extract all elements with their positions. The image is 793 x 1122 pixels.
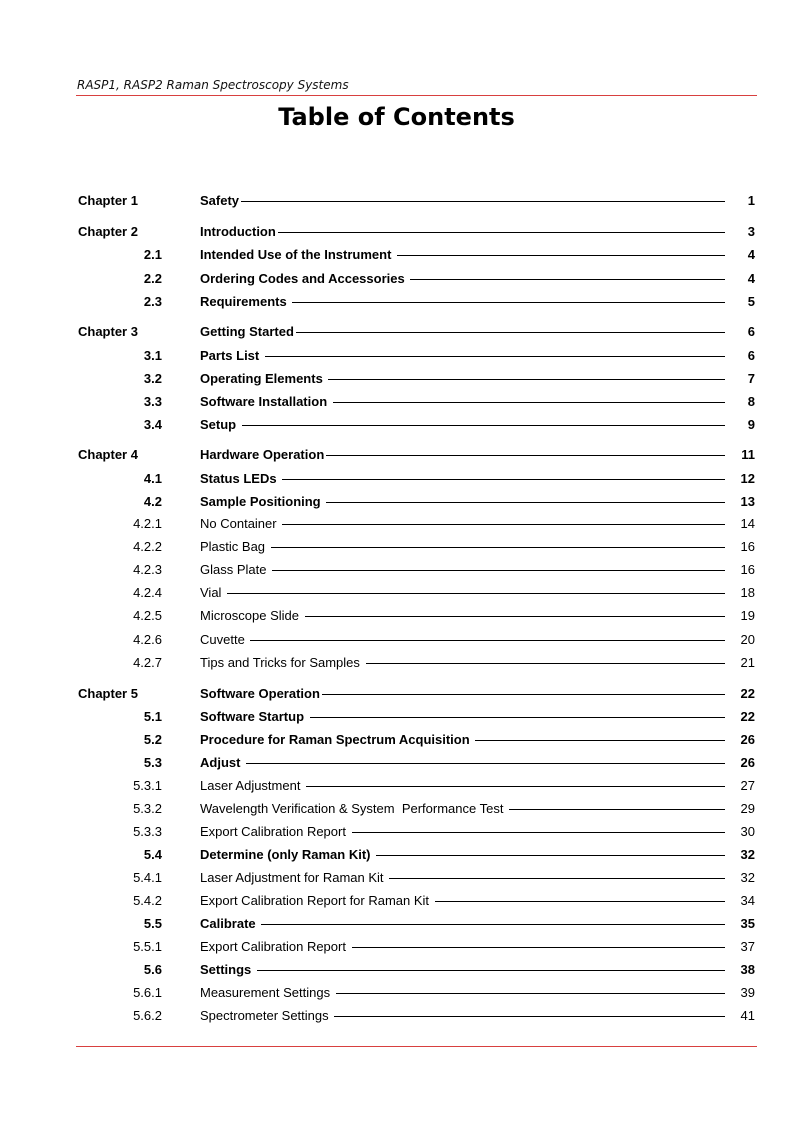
toc-entry-title: Measurement Settings — [200, 985, 334, 1000]
dot-leader — [265, 356, 725, 357]
toc-entry-title: Procedure for Raman Spectrum Acquisition — [200, 732, 474, 747]
toc-entry-number: 5.4 — [143, 847, 162, 862]
toc-entry-title: Getting Started — [200, 324, 294, 339]
toc-entry-title: Safety — [200, 193, 240, 208]
dot-leader — [326, 502, 725, 503]
dot-leader — [306, 786, 725, 787]
dot-leader — [250, 640, 725, 641]
toc-entry-title: Export Calibration Report — [200, 939, 350, 954]
dot-leader — [397, 255, 725, 256]
toc-entry-page: 9 — [747, 417, 755, 432]
toc-entry[interactable] — [78, 983, 755, 1003]
toc-entry-title: Cuvette — [200, 632, 249, 647]
toc-entry-page: 5 — [747, 294, 755, 309]
dot-leader — [305, 616, 725, 617]
dot-leader — [246, 763, 725, 764]
header-rule — [76, 95, 757, 96]
toc-entry-page: 27 — [740, 778, 755, 793]
toc-entry-number: 4.2.1 — [133, 516, 162, 531]
toc-entry-number: Chapter 5 — [78, 686, 138, 701]
toc-entry-page: 7 — [747, 371, 755, 386]
toc-entry-page: 11 — [741, 447, 755, 462]
toc-entry-page: 29 — [740, 801, 755, 816]
toc-entry[interactable] — [78, 469, 755, 489]
toc-entry-page: 8 — [747, 394, 755, 409]
dot-leader — [271, 547, 725, 548]
toc-entry-page: 38 — [740, 962, 755, 977]
toc-entry-page: 26 — [740, 732, 755, 747]
toc-entry[interactable] — [78, 799, 755, 819]
toc-entry-page: 34 — [740, 893, 755, 908]
toc-entry[interactable] — [78, 346, 755, 366]
dot-leader — [352, 832, 725, 833]
toc-entry-title: Introduction — [200, 224, 276, 239]
toc-entry-number: 5.5 — [143, 916, 162, 931]
toc-entry-title: Laser Adjustment for Raman Kit — [200, 870, 388, 885]
toc-entry-number: 2.3 — [143, 294, 162, 309]
toc-entry-number: 4.2.4 — [133, 585, 162, 600]
toc-entry[interactable] — [78, 822, 755, 842]
toc-entry-number: 5.6.1 — [133, 985, 162, 1000]
dot-leader — [227, 593, 725, 594]
toc-entry[interactable] — [78, 1006, 755, 1026]
toc-entry-page: 30 — [740, 824, 755, 839]
toc-entry-number: 5.6 — [143, 962, 162, 977]
toc-entry-title: Settings — [200, 962, 255, 977]
toc-entry-title: Software Operation — [200, 686, 320, 701]
dot-leader — [322, 694, 725, 695]
toc-entry[interactable] — [78, 191, 755, 211]
dot-leader — [292, 302, 725, 303]
toc-entry[interactable] — [78, 653, 755, 673]
toc-entry-number: 5.4.2 — [133, 893, 162, 908]
toc-entry-title: Parts List — [200, 348, 263, 363]
dot-leader — [328, 379, 725, 380]
toc-entry[interactable] — [78, 960, 755, 980]
toc-entry-page: 4 — [747, 271, 755, 286]
toc-entry[interactable] — [78, 245, 755, 265]
dot-leader — [310, 717, 725, 718]
toc-entry-page: 26 — [740, 755, 755, 770]
toc-entry-title: Glass Plate — [200, 562, 271, 577]
toc-entry-title: Ordering Codes and Accessories — [200, 271, 409, 286]
dot-leader — [241, 201, 725, 202]
toc-entry-page: 4 — [747, 247, 755, 262]
dot-leader — [278, 232, 725, 233]
toc-entry-page: 6 — [747, 348, 755, 363]
toc-entry-title: Sample Positioning — [200, 494, 325, 509]
toc-entry[interactable] — [78, 269, 755, 289]
toc-entry-page: 16 — [740, 562, 755, 577]
toc-entry-title: Software Installation — [200, 394, 331, 409]
toc-entry-title: Wavelength Verification & System Performance Test — [200, 801, 508, 816]
dot-leader — [261, 924, 725, 925]
toc-entry-number: 4.2.5 — [133, 608, 162, 623]
toc-entry[interactable] — [78, 937, 755, 957]
toc-entry[interactable] — [78, 222, 755, 242]
footer-rule — [76, 1046, 757, 1047]
dot-leader — [352, 947, 725, 948]
toc-entry[interactable] — [78, 514, 755, 534]
toc-entry-number: 3.3 — [143, 394, 162, 409]
toc-entry[interactable] — [78, 776, 755, 796]
toc-entry[interactable] — [78, 753, 755, 773]
toc-entry-number: Chapter 1 — [78, 193, 138, 208]
toc-entry-title: Software Startup — [200, 709, 308, 724]
toc-entry[interactable] — [78, 415, 755, 435]
toc-entry[interactable] — [78, 537, 755, 557]
toc-entry-page: 1 — [747, 193, 755, 208]
toc-entry[interactable] — [78, 369, 755, 389]
toc-entry-page: 32 — [740, 847, 755, 862]
toc-entry-page: 3 — [747, 224, 755, 239]
toc-entry-title: Intended Use of the Instrument — [200, 247, 396, 262]
running-header: RASP1, RASP2 Raman Spectroscopy Systems — [77, 78, 349, 92]
dot-leader — [366, 663, 725, 664]
toc-entry[interactable] — [78, 560, 755, 580]
toc-entry-number: 3.4 — [143, 417, 162, 432]
toc-entry-number: 5.4.1 — [133, 870, 162, 885]
toc-entry[interactable] — [78, 392, 755, 412]
toc-entry-page: 37 — [740, 939, 755, 954]
dot-leader — [376, 855, 725, 856]
toc-entry-title: Requirements — [200, 294, 291, 309]
toc-entry-title: Vial — [200, 585, 226, 600]
toc-entry[interactable] — [78, 914, 755, 934]
toc-entry-page: 16 — [740, 539, 755, 554]
toc-entry-page: 6 — [747, 324, 755, 339]
toc-entry-number: 4.2.7 — [133, 655, 162, 670]
toc-entry-title: No Container — [200, 516, 281, 531]
toc-entry[interactable] — [78, 707, 755, 727]
toc-entry-title: Tips and Tricks for Samples — [200, 655, 364, 670]
toc-entry-title: Spectrometer Settings — [200, 1008, 333, 1023]
toc-entry-page: 12 — [740, 471, 755, 486]
toc-entry-number: 4.2.2 — [133, 539, 162, 554]
toc-entry-number: Chapter 4 — [78, 447, 138, 462]
dot-leader — [389, 878, 725, 879]
dot-leader — [326, 455, 725, 456]
toc-entry-title: Status LEDs — [200, 471, 281, 486]
toc-entry[interactable] — [78, 322, 755, 342]
toc-entry-number: 5.3.1 — [133, 778, 162, 793]
toc-entry-number: 4.2.3 — [133, 562, 162, 577]
toc-entry-number: 3.1 — [143, 348, 162, 363]
dot-leader — [410, 279, 725, 280]
dot-leader — [272, 570, 725, 571]
toc-entry-page: 20 — [740, 632, 755, 647]
toc-entry-title: Plastic Bag — [200, 539, 269, 554]
toc-entry-number: 5.6.2 — [133, 1008, 162, 1023]
dot-leader — [296, 332, 725, 333]
dot-leader — [333, 402, 725, 403]
toc-entry-number: 5.1 — [143, 709, 162, 724]
toc-entry[interactable] — [78, 606, 755, 626]
toc-entry-number: 5.3.3 — [133, 824, 162, 839]
toc-entry[interactable] — [78, 730, 755, 750]
toc-entry[interactable] — [78, 583, 755, 603]
toc-entry-title: Adjust — [200, 755, 245, 770]
dot-leader — [475, 740, 725, 741]
dot-leader — [242, 425, 725, 426]
toc-entry[interactable] — [78, 292, 755, 312]
toc-entry-number: 4.1 — [143, 471, 162, 486]
toc-entry-page: 41 — [740, 1008, 755, 1023]
toc-entry-number: 5.3.2 — [133, 801, 162, 816]
dot-leader — [509, 809, 725, 810]
toc-entry-page: 13 — [740, 494, 755, 509]
toc-entry[interactable] — [78, 868, 755, 888]
toc-entry-page: 22 — [740, 686, 755, 701]
toc-entry-page: 19 — [740, 608, 755, 623]
toc-entry-title: Calibrate — [200, 916, 260, 931]
toc-entry-page: 39 — [740, 985, 755, 1000]
toc-entry-title: Hardware Operation — [200, 447, 325, 462]
toc-entry-title: Microscope Slide — [200, 608, 303, 623]
toc-entry-title: Setup — [200, 417, 240, 432]
toc-entry-title: Determine (only Raman Kit) — [200, 847, 375, 862]
toc-entry[interactable] — [78, 445, 755, 465]
toc-entry-number: Chapter 2 — [78, 224, 138, 239]
toc-entry[interactable] — [78, 630, 755, 650]
toc-entry-title: Operating Elements — [200, 371, 327, 386]
toc-entry-title: Export Calibration Report for Raman Kit — [200, 893, 433, 908]
toc-entry[interactable] — [78, 492, 755, 512]
toc-entry-title: Laser Adjustment — [200, 778, 305, 793]
dot-leader — [334, 1016, 725, 1017]
toc-entry-title: Export Calibration Report — [200, 824, 350, 839]
dot-leader — [282, 479, 725, 480]
toc-entry-number: 3.2 — [143, 371, 162, 386]
toc-entry-number: 5.5.1 — [133, 939, 162, 954]
toc-entry-number: 4.2 — [143, 494, 162, 509]
page-title: Table of Contents — [278, 103, 515, 131]
toc-entry-number: Chapter 3 — [78, 324, 138, 339]
dot-leader — [336, 993, 725, 994]
toc-entry-number: 2.1 — [143, 247, 162, 262]
toc-entry-number: 5.2 — [143, 732, 162, 747]
toc-entry[interactable] — [78, 684, 755, 704]
toc-entry[interactable] — [78, 891, 755, 911]
toc-entry-page: 14 — [740, 516, 755, 531]
toc-entry-page: 21 — [740, 655, 755, 670]
toc-entry-number: 4.2.6 — [133, 632, 162, 647]
dot-leader — [435, 901, 725, 902]
toc-entry-page: 22 — [740, 709, 755, 724]
toc-entry-page: 32 — [740, 870, 755, 885]
toc-entry-page: 18 — [740, 585, 755, 600]
toc-entry-page: 35 — [740, 916, 755, 931]
dot-leader — [257, 970, 725, 971]
toc-entry-number: 2.2 — [143, 271, 162, 286]
dot-leader — [282, 524, 725, 525]
toc-entry[interactable] — [78, 845, 755, 865]
toc-entry-number: 5.3 — [143, 755, 162, 770]
